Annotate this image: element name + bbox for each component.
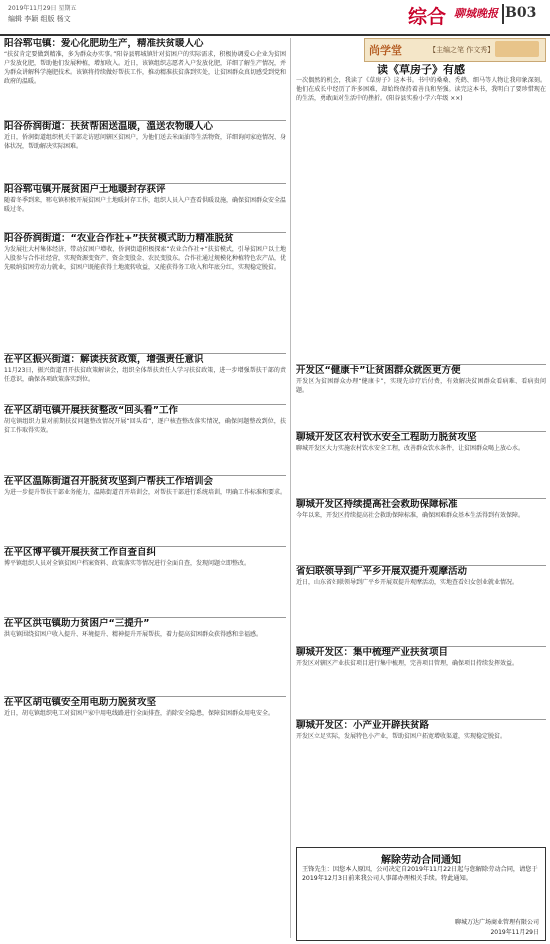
- notice-signature: 聊城万达广场商业管理有限公司: [454, 919, 539, 926]
- notice-body: 王锋先生：因您本人原因，公司决定自2019年11月22日起与您解除劳动合同，请您于2019年12月3日前来我公司人事部办理相关手续。特此通知。: [302, 866, 538, 882]
- article-body: 开发区立足实际，发展特色小产业，帮助贫困户拓宽增收渠道，实现稳定脱贫。: [296, 733, 507, 740]
- essay-body: 一次偶然的机会，我读了《草房子》这本书。书中的桑桑、秃鹤、细马等人物让我印象深刻。他们在成长中经历了许多困难，却始终保持着善良和坚强。读完这本书，我明白了要珍惜现在的生活，勇敢面对生活中的挫折。(阳谷县实验小学六年级 ××): [296, 77, 546, 102]
- article: [4, 121, 286, 183]
- article: [4, 354, 286, 404]
- notice-date: 2019年11月29日: [490, 929, 539, 936]
- article: [4, 38, 286, 120]
- header-divider: [502, 4, 504, 24]
- article-body: 近日，胡屯镇组织电工对贫困户家中用电线路进行全面排查，消除安全隐患，保障贫困群众用电安全。: [4, 710, 275, 717]
- article-title: 在平区洪屯镇助力贫困户“三提升”: [4, 618, 150, 629]
- banner-subtitle: 【主编之笔 作文秀】: [429, 46, 495, 54]
- article: [296, 432, 546, 498]
- article-body: 近日，侨润街道组织机关干部走访慰问辖区贫困户，为他们送去米面油等生活物资，详细询问家庭情况、身体状况，帮助解决实际困难。: [4, 134, 286, 150]
- article: [4, 405, 286, 475]
- article-title: 聊城开发区持续提高社会救助保障标准: [296, 499, 458, 510]
- left-column: [4, 38, 286, 782]
- header-date: 2019年11月29日 星期五: [8, 5, 77, 12]
- article: [296, 720, 546, 824]
- article-title: 开发区“健康卡”让贫困群众就医更方便: [296, 365, 461, 376]
- article-body: 11月23日，振兴街道召开扶贫政策解读会，组织全体帮扶责任人学习扶贫政策，进一步增强帮扶干部的责任意识，确保各项政策落实到位。: [4, 367, 286, 383]
- notice-title: 解除劳动合同通知: [381, 855, 461, 866]
- right-column: [296, 64, 546, 824]
- newspaper-logo: 聊城晚报: [454, 7, 498, 20]
- article-body: 胡屯镇组织力量对前期扶贫问题整改情况开展“回头看”，逐户核查整改落实情况，确保问题整改到位，扶贫工作取得实效。: [4, 418, 286, 434]
- article-title: 聊城开发区：集中梳理产业扶贫项目: [296, 647, 449, 658]
- article-body: 为进一步提升帮扶干部业务能力，温陈街道召开培训会，对帮扶干部进行系统培训，明确工作标准和要求。: [4, 489, 286, 496]
- article: [4, 233, 286, 353]
- essay: [296, 64, 546, 364]
- article: [296, 647, 546, 719]
- article-title: 在平区胡屯镇安全用电助力脱贫攻坚: [4, 697, 157, 708]
- shangban-banner: [364, 38, 546, 62]
- article: [4, 697, 286, 782]
- article: [4, 476, 286, 546]
- article: [4, 184, 286, 232]
- article-title: 聊城开发区：小产业开辟扶贫路: [296, 720, 430, 731]
- article-title: 在平区博平镇开展扶贫工作自查自纠: [4, 547, 157, 558]
- article: [4, 618, 286, 696]
- article-body: 洪屯镇围绕贫困户收入提升、环境提升、精神提升开展帮扶，着力提高贫困群众获得感和幸福感。: [4, 631, 263, 638]
- banner-illustration-icon: [495, 41, 539, 57]
- page-header: [0, 0, 550, 36]
- article-title: 在平区振兴街道：解读扶贫政策，增强责任意识: [4, 354, 204, 365]
- article-title: 阳谷侨润街道：“农业合作社+”扶贫模式助力精准脱贫: [4, 233, 234, 244]
- article-body: 开发区对辖区产业扶贫项目进行集中梳理，完善项目管理，确保项目持续发挥效益。: [296, 660, 519, 667]
- termination-notice: [296, 847, 546, 941]
- article-body: 近日，山东省妇联领导到广平乡开展双提升观摩活动，实地查看妇女创业就业情况。: [296, 579, 519, 586]
- article-body: 聊城开发区大力实施农村饮水安全工程，改善群众饮水条件，让贫困群众喝上放心水。: [296, 445, 525, 452]
- article: [296, 499, 546, 565]
- article: [296, 365, 546, 431]
- column-rule: [290, 38, 291, 938]
- banner-title: 尚学堂: [369, 44, 402, 57]
- article-title: 聊城开发区农村饮水安全工程助力脱贫攻坚: [296, 432, 477, 443]
- article-body: 随着冬季到来，郓屯镇积极开展贫困户土地暖封存工作，组织人员入户查看供暖设施，确保贫困群众安全温暖过冬。: [4, 197, 286, 213]
- article-body: 今年以来，开发区持续提高社会救助保障标准，确保困难群众基本生活得到有效保障。: [296, 512, 525, 519]
- article-body: 为发展壮大村集体经济，带动贫困户增收，侨润街道积极探索“农业合作社+”扶贫模式，引导贫困户以土地入股参与合作社经营，实现资源变资产、资金变股金、农民变股东。合作社通过规模化种植特色农产品，优先吸纳贫困劳动力就业，贫困户既能获得土地流转收益，又能获得务工收入和年底分红，实现稳定脱贫。: [4, 246, 286, 271]
- article-title: 省妇联领导到广平乡开展双提升观摩活动: [296, 566, 468, 577]
- article-body: “扶贫肯定要做到精准，多为群众办实事。”阳谷县郓城镇针对贫困户的实际需求，积极协调爱心企业为贫困户发放化肥，帮助他们发展种植，增加收入。近日，该镇组织志愿者入户发放化肥，详细了解生产情况，并为群众讲解科学施肥技术。该镇将持续做好帮扶工作，推动精准扶贫落到实处，让贫困群众真切感受到党和政府的温暖。: [4, 51, 286, 85]
- page-number: B03: [505, 5, 537, 21]
- article: [4, 547, 286, 617]
- article-title: 阳谷郓屯镇开展贫困户土地暖封存获评: [4, 184, 166, 195]
- article-title: 在平区温陈街道召开脱贫攻坚到户帮扶工作培训会: [4, 476, 214, 487]
- header-editors: 编辑 李颖 组版 杨文: [8, 15, 71, 23]
- article-title: 在平区胡屯镇开展扶贫整改“回头看”工作: [4, 405, 178, 416]
- article-title: 阳谷侨润街道：扶贫帮困送温暖，溫送农物暖人心: [4, 121, 214, 132]
- essay-title: 读《草房子》有感: [377, 64, 465, 76]
- article-body: 开发区为贫困群众办理“健康卡”，实现先诊疗后付费，有效解决贫困群众看病难、看病贵问题。: [296, 378, 546, 394]
- article: [296, 566, 546, 646]
- article-title: 阳谷郓屯镇：爱心化肥助生产，精准扶贫暖人心: [4, 38, 204, 49]
- section-name: 综合: [408, 6, 447, 28]
- article-body: 博平镇组织人员对全镇贫困户档案资料、政策落实等情况进行全面自查，发现问题立即整改。: [4, 560, 251, 567]
